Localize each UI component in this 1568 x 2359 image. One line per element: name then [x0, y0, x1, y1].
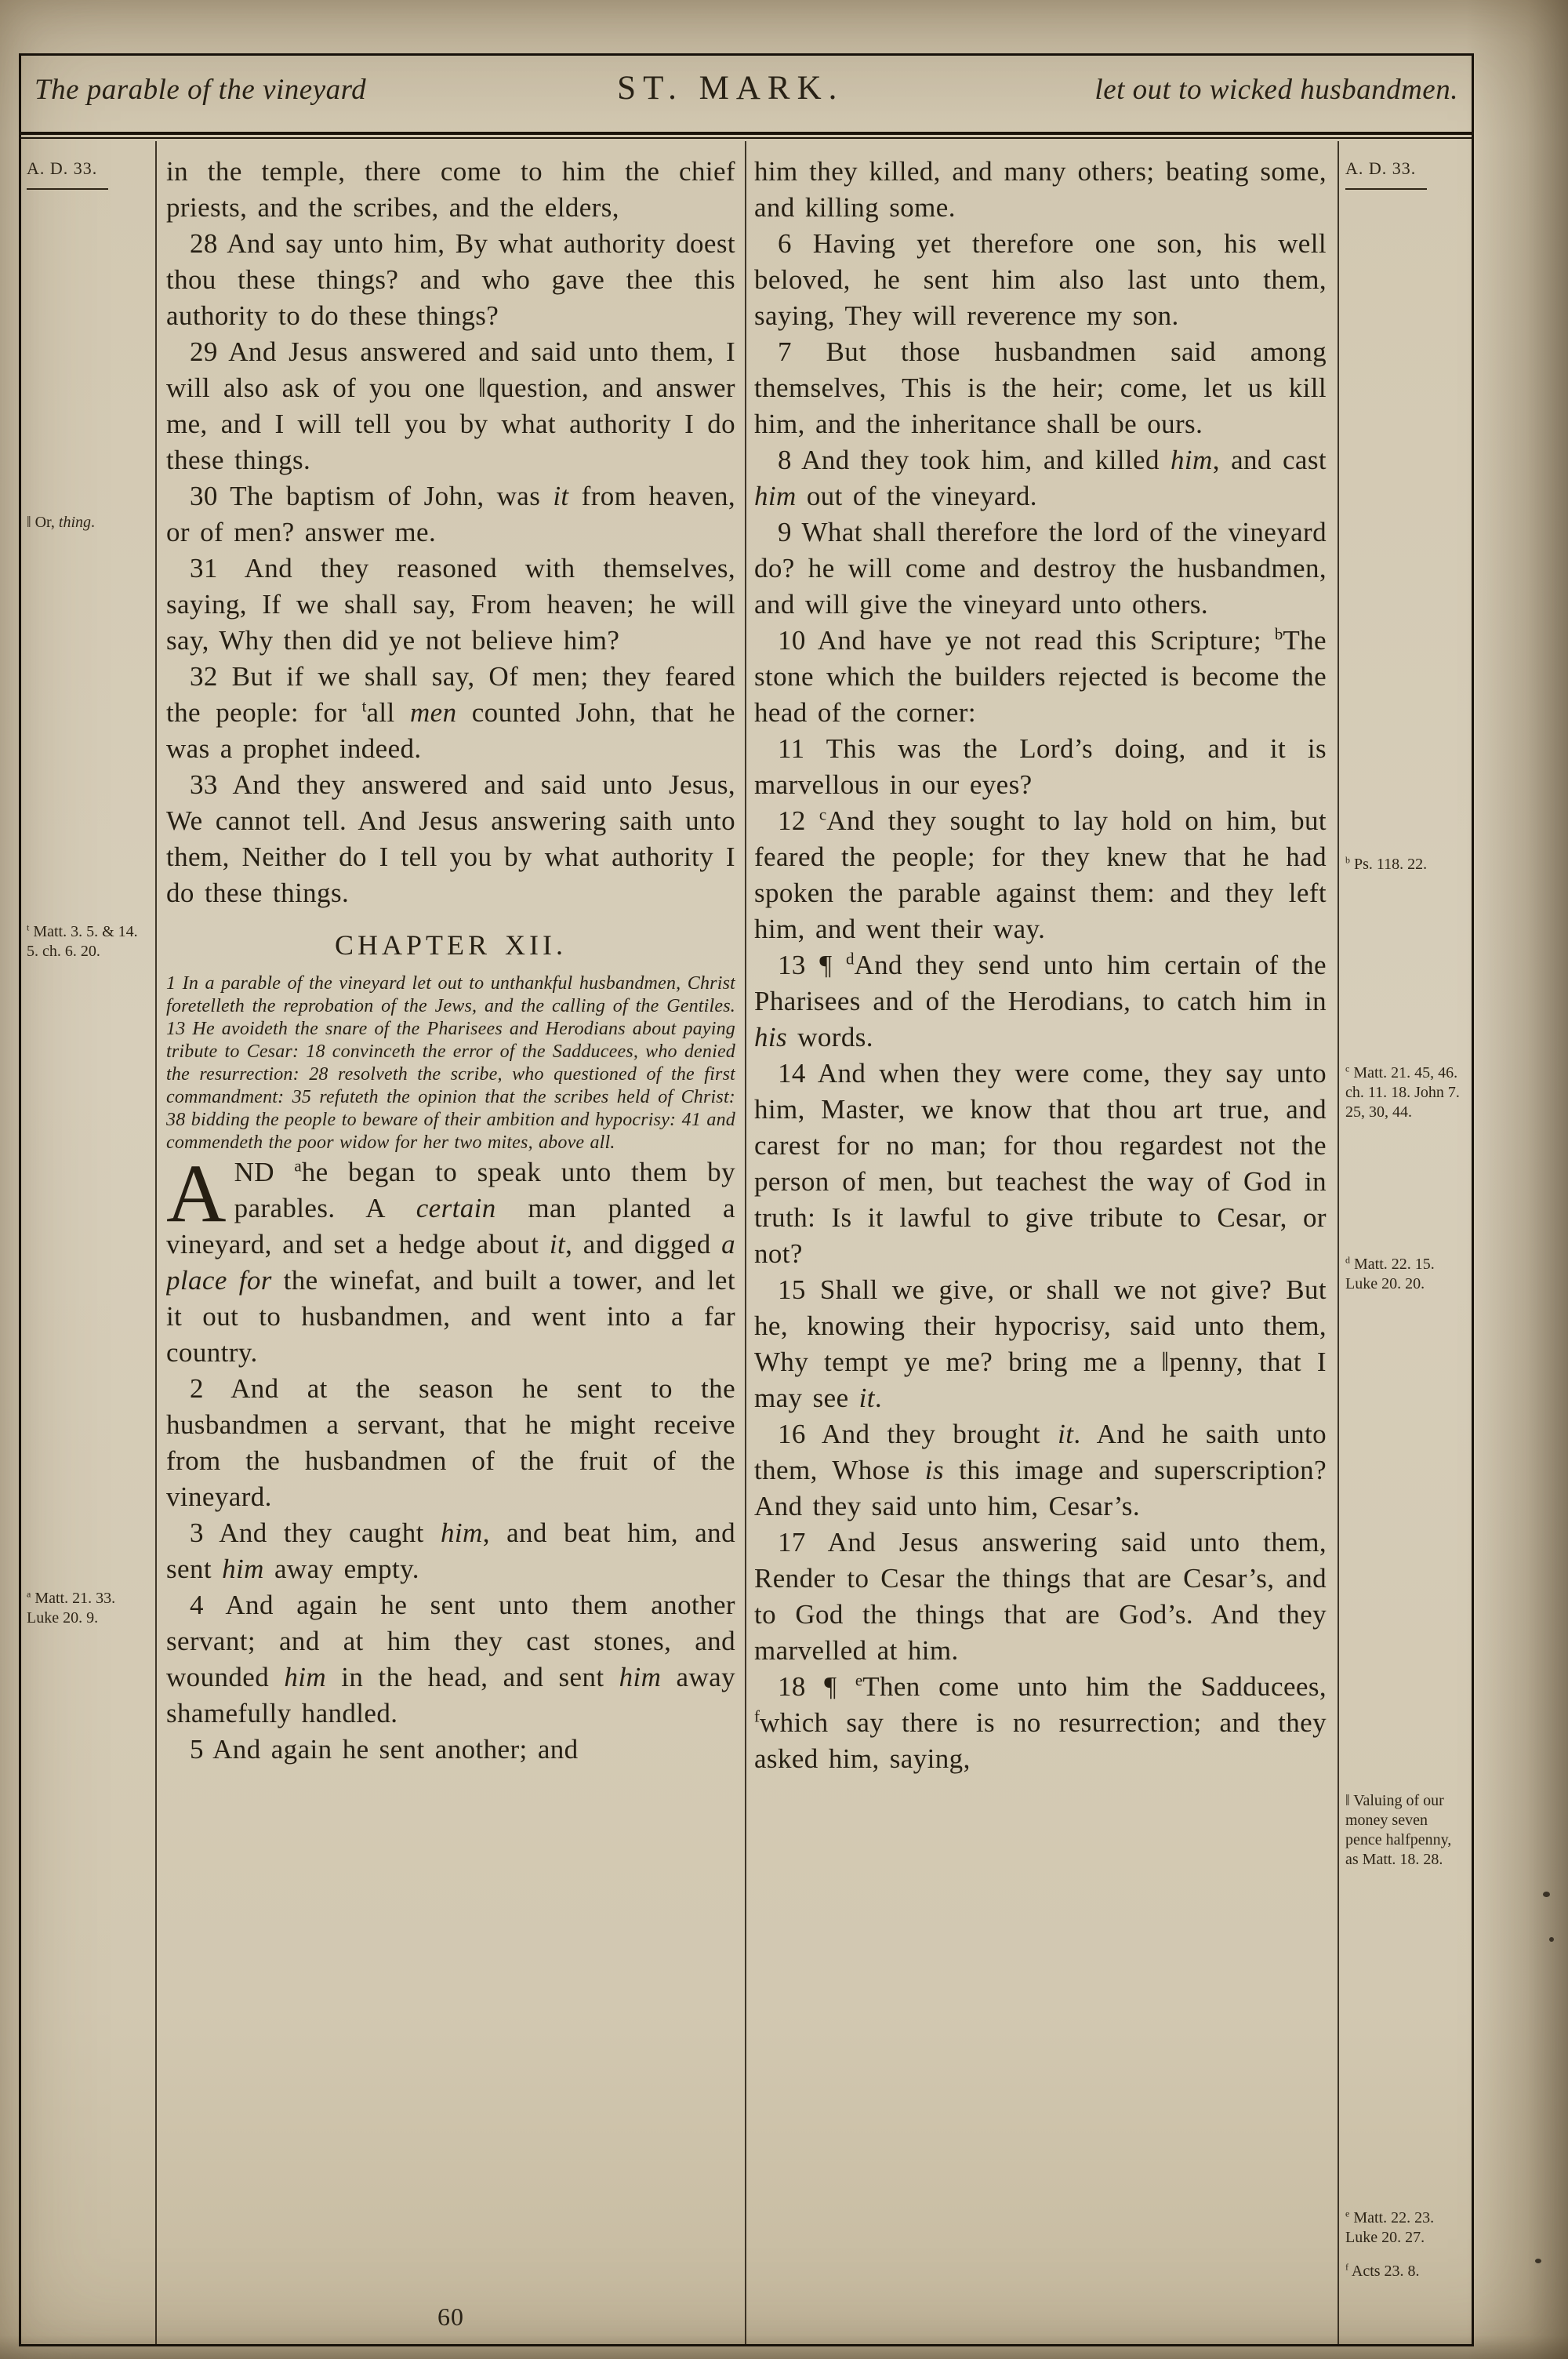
verse-paragraph: 3 And they caught him, and beat him, and sent him away empty. [166, 1518, 735, 1584]
verse-paragraph: 14 And when they were come, they say unto him, Master, we know that thou art true, and carest for no man; for thou regardest not the person of men, but teachest the way of God in truth: Is it lawful to give tribute to Cesar, or not? [754, 1058, 1327, 1269]
chapter-heading: CHAPTER XII. [335, 929, 567, 961]
verse-paragraph: 32 But if we shall say, Of men; they feared the people: for $^t$all men counted John, that he was a prophet indeed. [166, 661, 735, 764]
verse-paragraph: 5 And again he sent another; and [190, 1734, 579, 1765]
chapter-summary: 1 In a parable of the vineyard let out to unthankful husbandmen, Christ foretelleth the reprobation of the Jews, and the calling of the Gentiles. 13 He avoideth the snare of the Pharisees and Herodians about paying tribute to Cesar: 18 convinceth the error of the Sadducees, who denied the resurrection: 28 resolveth the scribe, who questioned of the first commandment: 35 refuteth the opinion that the scribes held of Christ: 38 bidding the people to beware of their ambition and hypocrisy: 41 and commendeth the poor widow for her two mites, above all. [166, 973, 735, 1153]
verse-paragraph: 15 Shall we give, or shall we not give? But he, knowing their hypocrisy, said unto them, Why tempt ye me? bring me a ‖penny, that I may see it. [754, 1274, 1327, 1413]
marginal-note-matt-21-45: $^c$ Matt. 21. 45, 46. ch. 11. 18. John 7. 25, 30, 44. [1345, 1063, 1460, 1121]
verse-paragraph: 7 But those husbandmen said among themselves, This is the heir; come, let us kill him, and the inheritance shall be ours. [754, 336, 1327, 439]
verse-paragraph: 9 What shall therefore the lord of the vineyard do? he will come and destroy the husbandmen, and will give the vineyard unto others. [754, 517, 1327, 620]
verse-paragraph: 29 And Jesus answered and said unto them, I will also ask of you one ‖question, and answer me, and I will tell you by what authority I do these things. [166, 336, 735, 475]
page-edge-shadow-right [1466, 0, 1568, 2359]
verse-paragraph: 2 And at the season he sent to the husbandmen a servant, that he might receive from the husbandmen of the fruit of the vineyard. [166, 1373, 735, 1512]
page-number: 60 [437, 2303, 464, 2331]
marginal-note-matt-3-5: $^t$ Matt. 3. 5. & 14. 5. ch. 6. 20. [27, 921, 138, 960]
drop-cap-letter: A [166, 1147, 227, 1239]
verse-paragraph: 18 ¶ $^e$Then come unto him the Sadducees, $^f$which say there is no resurrection; and they asked him, saying, [754, 1670, 1327, 1774]
verse-paragraph: him they killed, and many others; beating some, and killing some. [754, 156, 1327, 223]
verse-paragraph: 6 Having yet therefore one son, his well beloved, he sent him also last unto them, saying, They will reverence my son. [754, 228, 1327, 331]
marginal-note-acts-23-8: $^f$ Acts 23. 8. [1345, 2261, 1420, 2280]
verse-paragraph: 8 And they took him, and killed him, and cast him out of the vineyard. [754, 445, 1327, 511]
scan-speck [1543, 1892, 1550, 1897]
verse-paragraph: in the temple, there come to him the chief priests, and the scribes, and the elders, [166, 156, 735, 223]
verse-paragraph: 12 $^c$And they sought to lay hold on him, but feared the people; for they knew that he had spoken the parable against them: and they left him, and went their way. [754, 805, 1327, 944]
marginal-note-matt-22-23: $^e$ Matt. 22. 23. Luke 20. 27. [1345, 2208, 1435, 2246]
verse-paragraph: 4 And again he sent unto them another servant; and at him they cast stones, and wounded him in the head, and sent him away shamefully handled. [166, 1590, 735, 1728]
marginal-note-valuing: ‖ Valuing of our money seven pence halfpenny, as Matt. 18. 28. [1345, 1792, 1452, 1868]
left-margin-column [27, 154, 151, 2334]
marginal-note-ps-118: $^b$ Ps. 118. 22. [1345, 854, 1428, 873]
column-rule-center [745, 141, 746, 2344]
verse-paragraph: 28 And say unto him, By what authority doest thou these things? and who gave thee this authority to do these things? [166, 228, 735, 331]
verse-paragraph: 17 And Jesus answering said unto them, Render to Cesar the things that are Cesar’s, and to God the things that are God’s. And they marvelled at him. [754, 1527, 1327, 1666]
column-rule-left [155, 141, 157, 2344]
verse-paragraph: 30 The baptism of John, was it from heaven, or of men? answer me. [166, 481, 735, 547]
running-head-book-title: ST. MARK. [617, 70, 844, 107]
header-double-rule [19, 132, 1474, 139]
marginal-date: A. D. 33. [1345, 158, 1417, 178]
marginal-note-or-thing: ‖ Or, thing. [27, 514, 96, 531]
right-text-column [754, 154, 1327, 2306]
verse-paragraph-dropcap [166, 1147, 735, 1371]
marginal-note-matt-22-15: $^d$ Matt. 22. 15. Luke 20. 20. [1345, 1254, 1435, 1292]
right-margin-column [1345, 154, 1468, 2334]
verse-paragraph: 10 And have ye not read this Scripture; $^b$The stone which the builders rejected is become the head of the corner: [754, 624, 1327, 728]
verse-paragraph: 16 And they brought it. And he saith unto them, Whose is this image and superscription? And they said unto him, Cesar’s. [754, 1419, 1327, 1521]
marginal-note-matt-21-33: $^a$ Matt. 21. 33. Luke 20. 9. [27, 1588, 116, 1627]
verse-paragraph: 31 And they reasoned with themselves, saying, If we shall say, From heaven; he will say, Why then did ye not believe him? [166, 553, 735, 656]
verse-paragraph: 33 And they answered and said unto Jesus, We cannot tell. And Jesus answering saith unto them, Neither do I tell you by what authority I do these things. [166, 769, 735, 908]
scan-speck [1549, 1937, 1554, 1942]
verse-text: ND $^a$he began to speak unto them by parables. A certain man planted a vineyard, and set a hedge about it, and digged a place for the winefat, and built a tower, and let it out to husbandmen, and went into a far country. [166, 1156, 735, 1368]
scan-speck [1535, 2259, 1541, 2263]
verse-paragraph: 11 This was the Lord’s doing, and it is marvellous in our eyes? [754, 733, 1327, 800]
column-rule-right [1338, 141, 1339, 2344]
running-head-left-title: The parable of the vineyard [34, 74, 367, 106]
running-head [34, 69, 1458, 107]
marginal-date-rule [1345, 188, 1427, 190]
verse-paragraph: 13 ¶ $^d$And they send unto him certain of the Pharisees and of the Herodians, to catch him in his words. [754, 949, 1327, 1052]
running-head-right-title: let out to wicked husbandmen. [1094, 74, 1458, 106]
left-text-column [166, 154, 735, 2306]
marginal-date: A. D. 33. [27, 158, 98, 178]
marginal-date-rule [27, 188, 108, 190]
